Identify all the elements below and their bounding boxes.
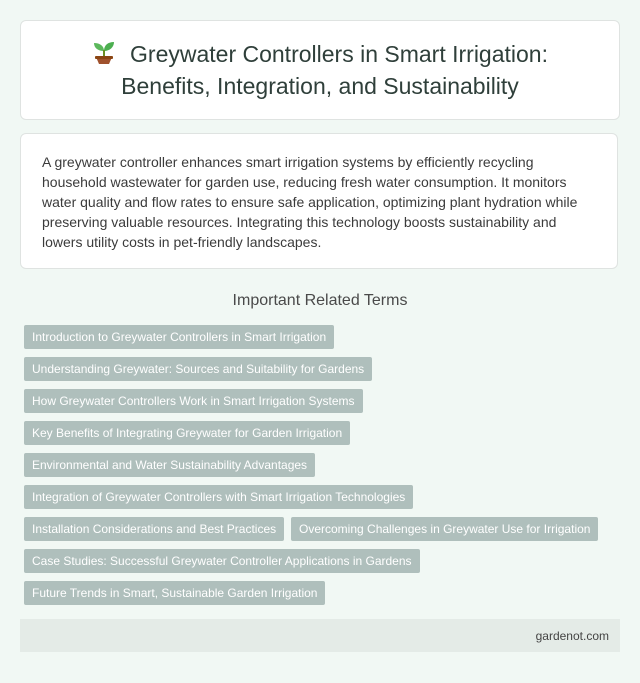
related-term-tag[interactable]: Introduction to Greywater Controllers in Smart Irrigation [24,325,334,349]
related-term-tag[interactable]: Case Studies: Successful Greywater Controller Applications in Gardens [24,549,420,573]
related-term-tag[interactable]: Overcoming Challenges in Greywater Use for Irrigation [291,517,598,541]
footer-site-name: gardenot.com [535,628,609,643]
related-term-tag[interactable]: Future Trends in Smart, Sustainable Garden Irrigation [24,581,325,605]
related-terms-heading: Important Related Terms [232,292,408,309]
related-term-tag[interactable]: Installation Considerations and Best Practices [24,517,284,541]
header-card [20,20,620,120]
summary-card [20,133,618,269]
related-term-tag[interactable]: How Greywater Controllers Work in Smart Irrigation Systems [24,389,363,413]
page-title [92,39,548,101]
related-term-tag[interactable]: Understanding Greywater: Sources and Suitability for Gardens [24,357,372,381]
seedling-icon [92,39,116,72]
title-line-2: Benefits, Integration, and Sustainability [121,73,519,99]
title-line-1: Greywater Controllers in Smart Irrigation: [130,41,548,67]
related-term-tag[interactable]: Environmental and Water Sustainability Advantages [24,453,315,477]
related-term-tag[interactable]: Integration of Greywater Controllers with Smart Irrigation Technologies [24,485,413,509]
footer [20,619,620,652]
related-term-tag[interactable]: Key Benefits of Integrating Greywater for Garden Irrigation [24,421,350,445]
summary-text: A greywater controller enhances smart irrigation systems by efficiently recycling household wastewater for garden use, reducing fresh water consumption. It monitors water quality and flow rates to ensure safe application, optimizing plant hydration while preserving valuable resources. Integrating this technology boosts sustainability and lowers utility costs in pet-friendly landscapes. [42,154,578,250]
